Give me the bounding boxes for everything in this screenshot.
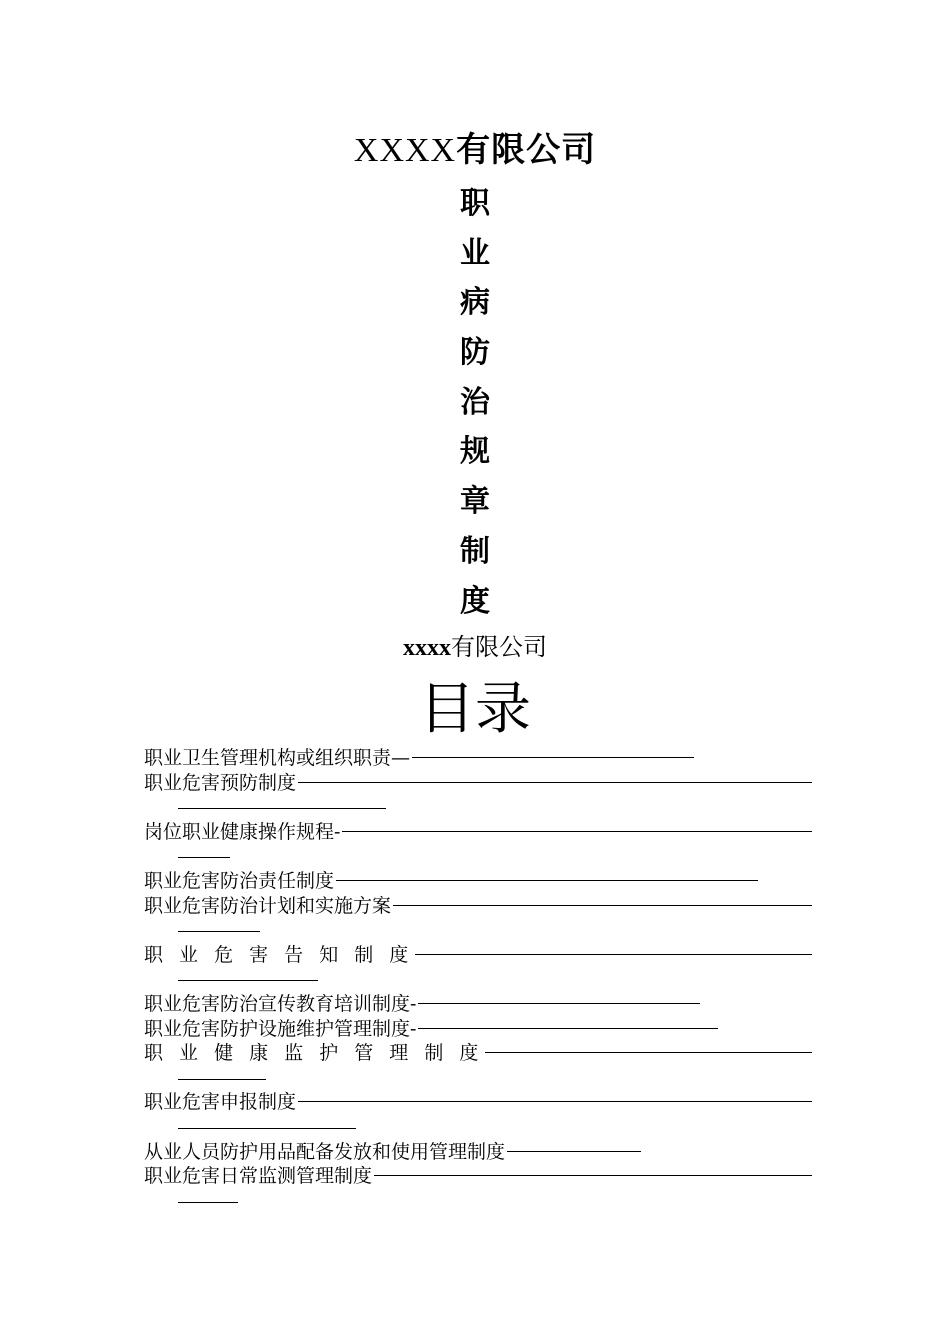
toc-entry-label: 职业危害预防制度 [144, 771, 297, 794]
toc-entry-label: 职 业 健 康 监 护 管 理 制 度 [144, 1042, 484, 1065]
vertical-title-char: 病 [460, 285, 490, 321]
toc-entry[interactable] [144, 746, 812, 771]
toc-entry[interactable] [144, 1140, 812, 1165]
toc-entry-label: 从业人员防护用品配备发放和使用管理制度 [144, 1140, 506, 1163]
dot-leader [418, 1027, 718, 1029]
dot-leader [178, 979, 318, 981]
toc-entry-label: 职业危害防治计划和实施方案 [144, 894, 392, 917]
dot-leader [178, 1127, 356, 1129]
dot-leader [178, 807, 386, 809]
toc-entry[interactable] [144, 1041, 812, 1090]
toc-entry[interactable] [144, 820, 812, 869]
company-subtitle-latin: xxxx [403, 635, 451, 661]
toc-entry[interactable] [144, 1090, 812, 1139]
dot-leader [507, 1150, 641, 1152]
dot-leader [178, 856, 230, 858]
company-title-cjk: 有限公司 [456, 130, 597, 170]
vertical-title-char: 职 [460, 186, 490, 221]
toc-entry[interactable] [144, 1017, 812, 1042]
dot-leader [178, 1201, 238, 1203]
toc-entry-label: 职业危害申报制度 [144, 1091, 297, 1114]
dot-leader [415, 953, 812, 955]
vertical-title-char: 章 [460, 484, 490, 520]
vertical-title-char: 治 [460, 384, 490, 420]
toc-entry-label: 职 业 危 害 告 知 制 度 [144, 943, 414, 966]
vertical-title-char: 度 [460, 583, 490, 619]
dot-leader [342, 830, 812, 832]
toc-entry-label: 职业卫生管理机构或组织职责— [144, 747, 411, 769]
toc-entry[interactable] [144, 869, 812, 894]
table-of-contents [144, 746, 812, 1213]
dot-leader [485, 1051, 812, 1053]
dot-leader [298, 1100, 812, 1102]
vertical-title-char: 防 [460, 335, 490, 371]
toc-entry[interactable] [144, 943, 812, 992]
dot-leader [178, 1078, 266, 1080]
toc-entry-label: 职业危害防治宣传教育培训制度- [144, 992, 417, 1015]
dot-leader [418, 1002, 700, 1004]
company-subtitle [0, 630, 950, 665]
dot-leader [178, 930, 260, 932]
dot-leader [298, 781, 812, 783]
vertical-title-char: 制 [460, 533, 490, 569]
toc-entry-label: 岗位职业健康操作规程- [144, 820, 341, 843]
dot-leader [412, 756, 694, 758]
toc-entry-label: 职业危害防治责任制度 [144, 869, 335, 892]
dot-leader [393, 904, 812, 906]
toc-entry[interactable] [144, 992, 812, 1017]
company-subtitle-cjk: 有限公司 [451, 633, 547, 661]
toc-entry-label: 职业危害防护设施维护管理制度- [144, 1017, 417, 1040]
vertical-title-char: 规 [460, 434, 490, 470]
company-title-latin: XXXX [353, 132, 457, 169]
vertical-document-title [425, 179, 525, 626]
vertical-title-char: 业 [460, 235, 490, 271]
toc-entry[interactable] [144, 771, 812, 820]
company-title [0, 128, 950, 173]
toc-entry[interactable] [144, 1164, 812, 1213]
dot-leader [374, 1174, 812, 1176]
toc-entry[interactable] [144, 894, 812, 943]
toc-heading: 目录 [419, 677, 531, 742]
dot-leader [336, 879, 758, 881]
toc-entry-label: 职业危害日常监测管理制度 [144, 1165, 373, 1188]
